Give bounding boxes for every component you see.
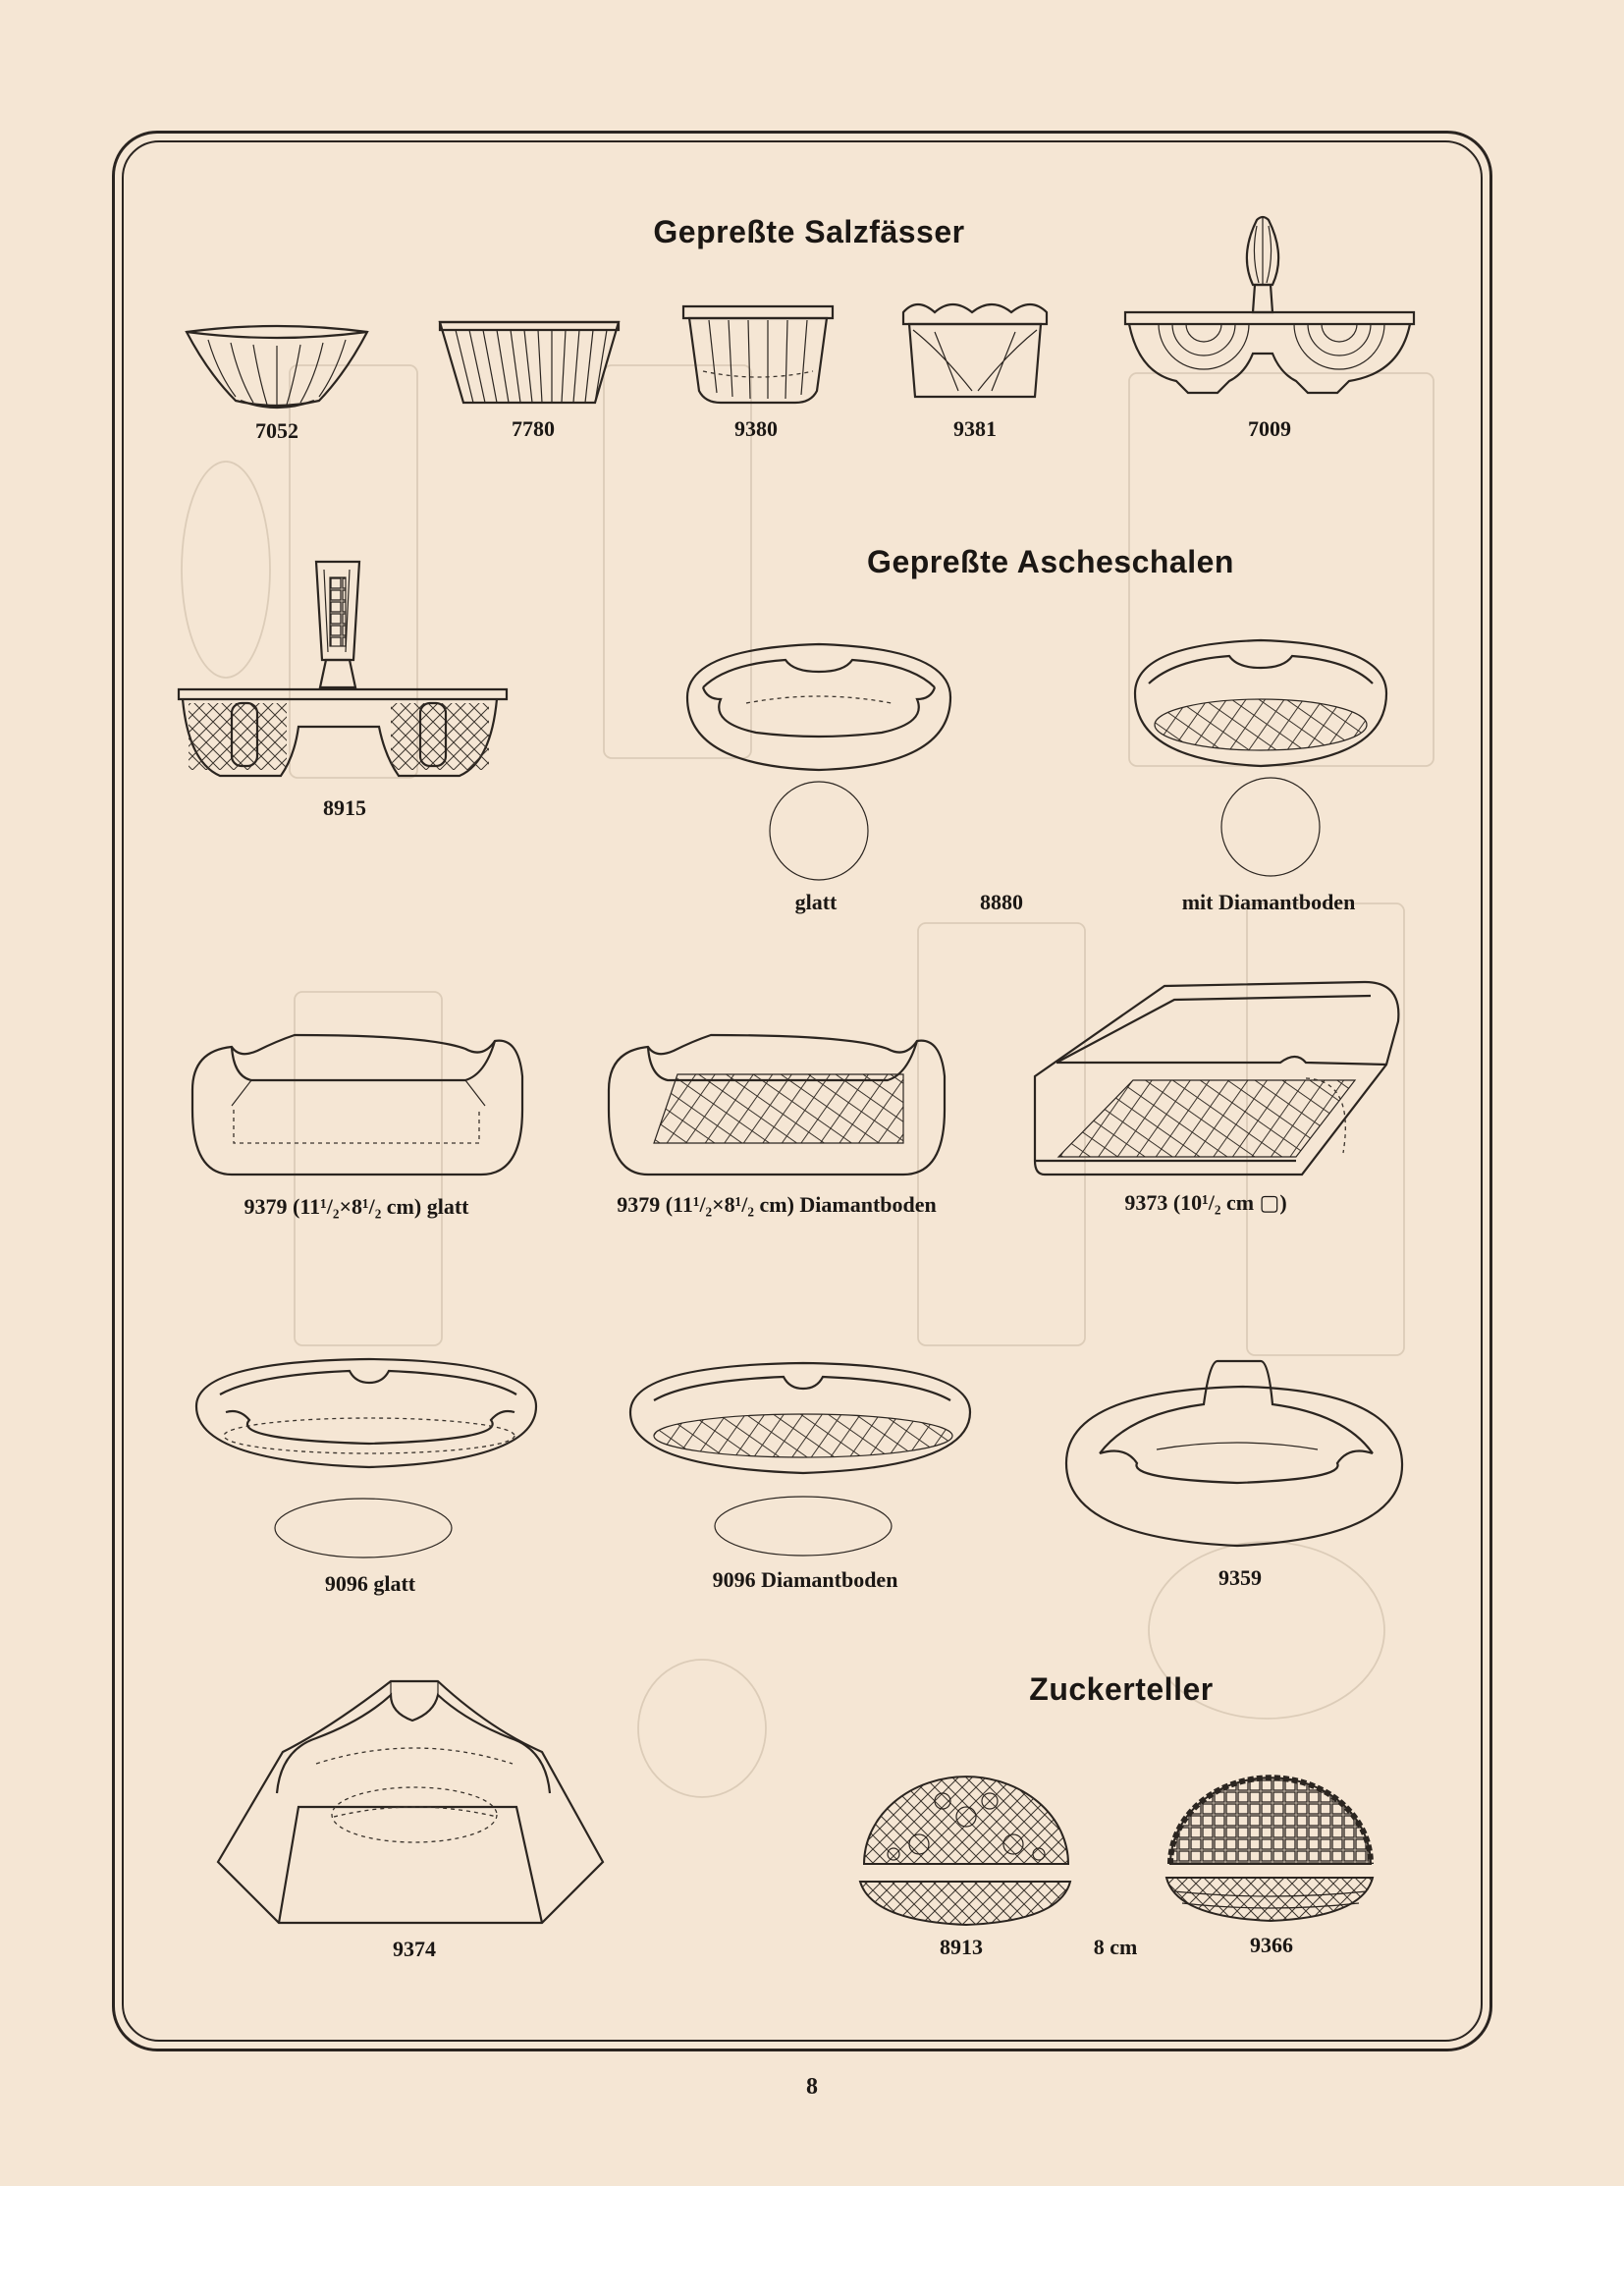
ashtray-9096-glatt-drawing <box>196 1359 536 1558</box>
section-heading-ashtrays: Gepreßte Ascheschalen <box>867 544 1234 579</box>
section-heading-salt-cellars: Gepreßte Salzfässer <box>653 214 965 249</box>
salt-cellar-8915-drawing <box>179 562 507 776</box>
page-number: 8 <box>806 2074 818 2100</box>
item-number-7052: 7052 <box>255 418 298 443</box>
sugar-plate-9366-drawing <box>1166 1777 1373 1921</box>
item-number-9380: 9380 <box>734 416 778 441</box>
ashtray-9379-glatt-drawing <box>192 1035 522 1175</box>
item-number-8880: 8880 <box>980 890 1023 914</box>
sugar-plate-8913-drawing <box>860 1777 1070 1925</box>
salt-cellar-9381-drawing <box>903 304 1047 397</box>
salt-cellar-7052-drawing <box>187 326 367 408</box>
item-number-8913: 8913 <box>940 1935 983 1959</box>
item-label-9373: 9373 (10¹/₂ cm ▢) <box>1124 1190 1287 1215</box>
item-label-9379-diamond: 9379 (11¹/₂×8¹/₂ cm) Diamantboden <box>617 1192 937 1217</box>
salt-cellar-7009-drawing <box>1125 217 1414 393</box>
item-label-9096-diamond: 9096 Diamantboden <box>712 1567 898 1592</box>
item-label-8880-diamond: mit Diamantboden <box>1181 890 1356 914</box>
ashtray-9379-diamond-drawing <box>609 1035 945 1175</box>
item-label-9096-glatt: 9096 glatt <box>324 1571 416 1596</box>
section-heading-sugar-plates: Zuckerteller <box>1029 1671 1214 1707</box>
salt-cellar-7780-drawing <box>440 322 619 403</box>
item-number-9359: 9359 <box>1218 1565 1262 1590</box>
ashtray-9096-diamond-drawing <box>630 1363 970 1556</box>
salt-cellar-9380-drawing <box>683 306 833 403</box>
ashtray-9374-drawing <box>218 1681 603 1923</box>
ashtray-9359-drawing <box>1066 1361 1402 1546</box>
ashtray-9373-drawing <box>1035 982 1398 1175</box>
item-number-8915: 8915 <box>323 795 366 820</box>
item-number-7780: 7780 <box>512 416 555 441</box>
item-label-9379-glatt: 9379 (11¹/₂×8¹/₂ cm) glatt <box>244 1194 469 1219</box>
ashtray-8880-glatt-drawing <box>687 644 950 880</box>
item-number-7009: 7009 <box>1248 416 1291 441</box>
item-number-9381: 9381 <box>953 416 997 441</box>
item-number-9374: 9374 <box>393 1937 436 1961</box>
item-number-9366: 9366 <box>1250 1933 1293 1957</box>
item-label-8880-glatt: glatt <box>794 890 838 914</box>
item-size-label: 8 cm <box>1093 1935 1138 1959</box>
ashtray-8880-diamond-drawing <box>1135 640 1386 876</box>
